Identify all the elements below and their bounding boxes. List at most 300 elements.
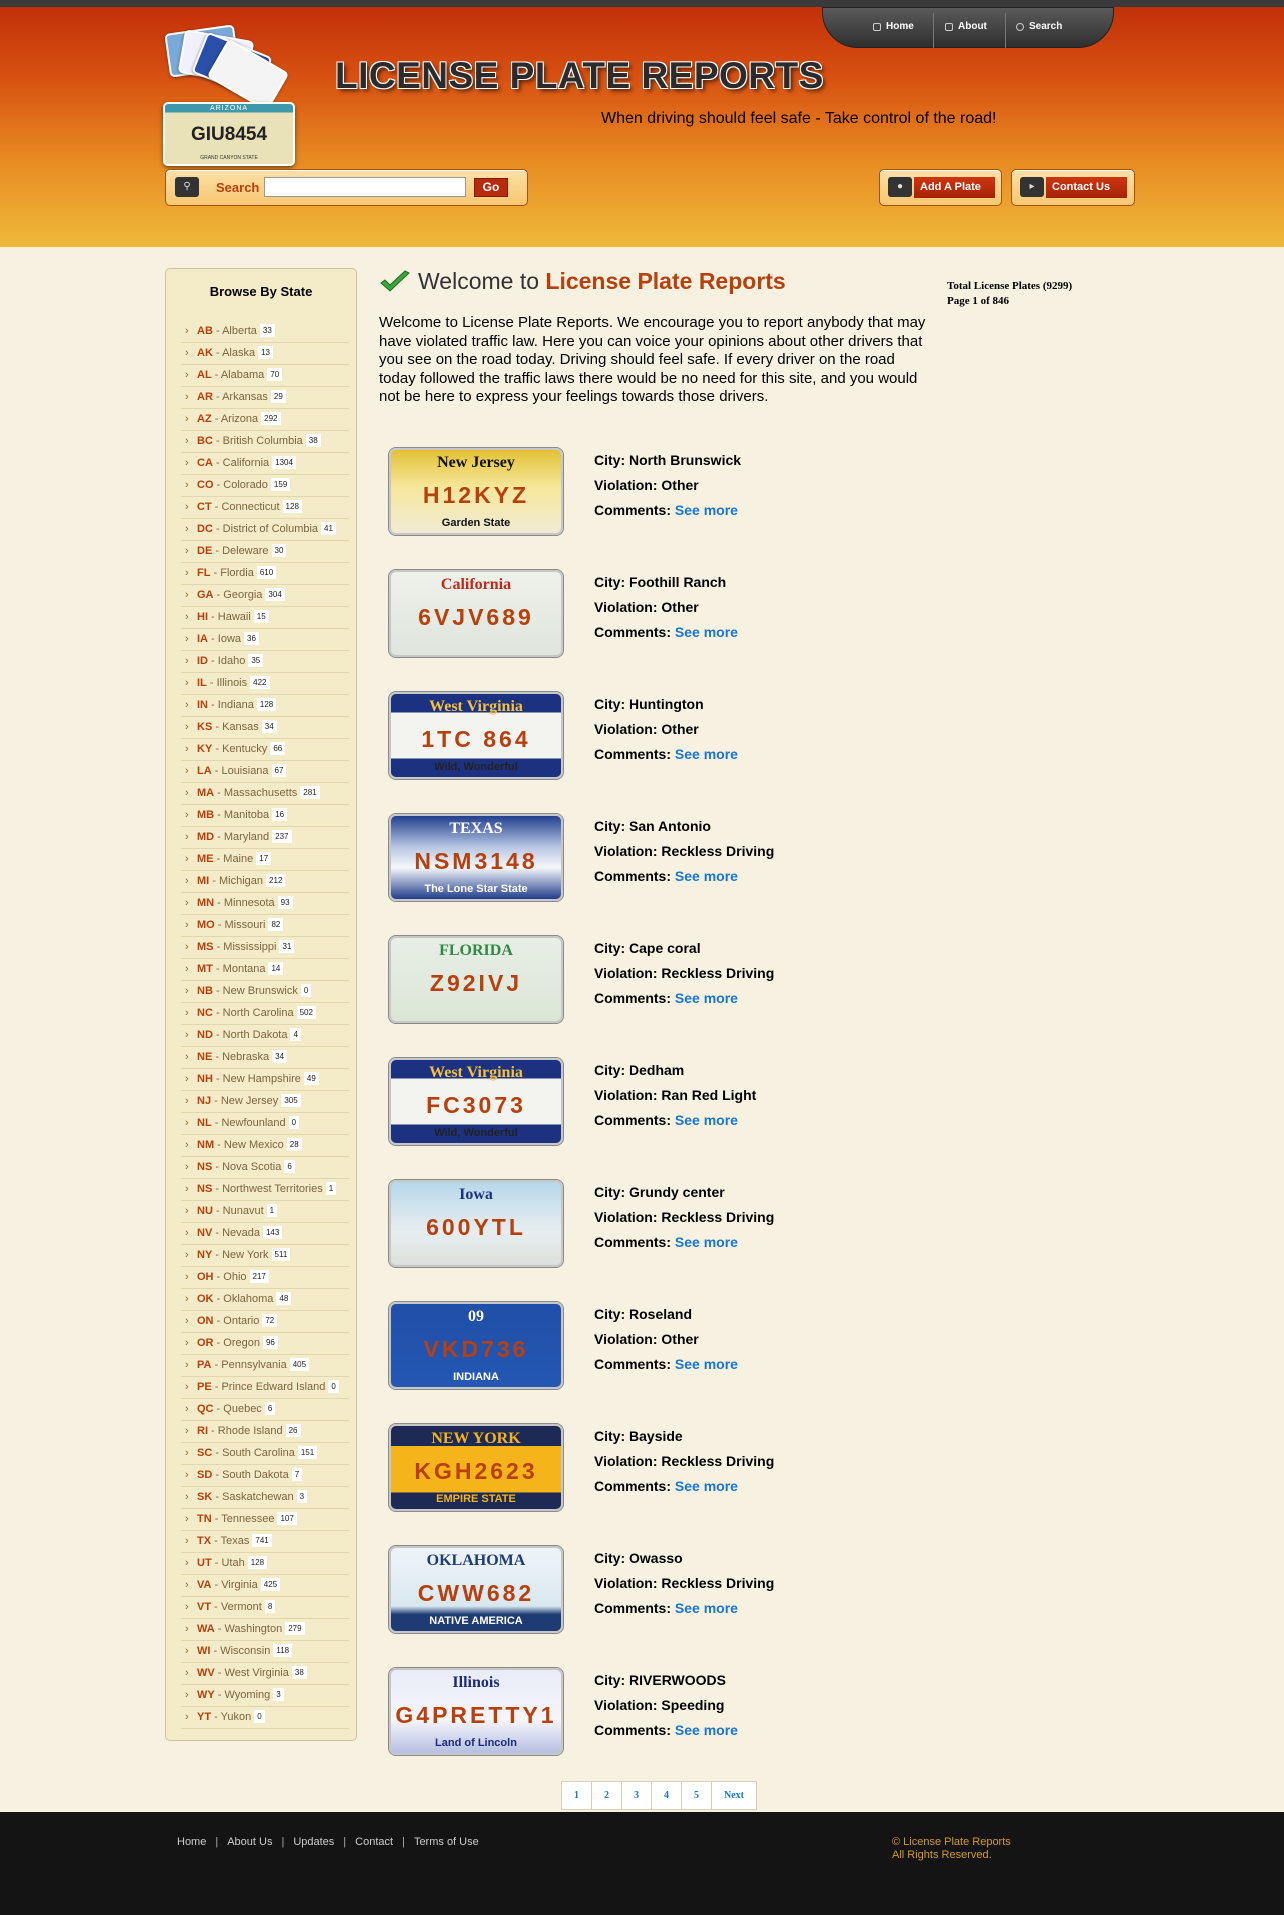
state-name: - Maine	[213, 853, 254, 865]
page-link[interactable]: 5	[682, 1782, 712, 1809]
page-link[interactable]: 4	[652, 1782, 682, 1809]
state-item[interactable]	[181, 1113, 349, 1135]
state-item[interactable]	[181, 1685, 349, 1707]
add-plate-button[interactable]: Add A Plate	[914, 177, 995, 198]
state-abbr: MN	[197, 897, 215, 909]
plate-image[interactable]	[389, 1424, 563, 1511]
report-entry	[389, 570, 949, 660]
see-more-link[interactable]: See more	[674, 1722, 738, 1738]
plate-number: 1TC 864	[421, 726, 531, 752]
state-name: - Nova Scotia	[212, 1161, 282, 1173]
see-more-link[interactable]: See more	[674, 990, 738, 1006]
plate-motto: The Lone Star State	[424, 883, 528, 895]
state-item[interactable]	[181, 1597, 349, 1619]
state-abbr: NS	[197, 1183, 213, 1195]
state-item[interactable]	[181, 1289, 349, 1311]
state-item[interactable]	[181, 607, 349, 629]
plate-number: G4PRETTY1	[395, 1702, 557, 1728]
plate-motto: Wild, Wonderful	[434, 1127, 518, 1139]
state-item[interactable]	[181, 673, 349, 695]
state-count-badge: 292	[261, 412, 280, 425]
state-name: - Flordia	[210, 567, 254, 579]
state-abbr: MO	[197, 919, 215, 931]
state-abbr: KS	[197, 721, 213, 733]
state-abbr: PA	[197, 1359, 212, 1371]
welcome-prefix: Welcome to	[418, 268, 540, 294]
state-item[interactable]	[181, 1223, 349, 1245]
state-item[interactable]	[181, 1003, 349, 1025]
state-abbr: MB	[197, 809, 215, 821]
plate-image[interactable]	[389, 570, 563, 657]
state-count-badge: 741	[252, 1534, 271, 1547]
footer-link[interactable]: Home	[177, 1836, 207, 1848]
state-count-badge: 1304	[272, 456, 296, 469]
state-item[interactable]	[181, 761, 349, 783]
state-item[interactable]	[181, 1575, 349, 1597]
see-more-link[interactable]: See more	[674, 746, 738, 762]
plate-image[interactable]	[389, 1668, 563, 1755]
state-item[interactable]	[181, 1509, 349, 1531]
state-item[interactable]	[181, 1641, 349, 1663]
state-count-badge: 82	[268, 918, 283, 931]
see-more-link[interactable]: See more	[674, 1112, 738, 1128]
state-abbr: NV	[197, 1227, 213, 1239]
report-info	[594, 1180, 774, 1255]
state-count-badge: 0	[328, 1380, 338, 1393]
report-entry	[389, 814, 949, 904]
plate-state-label: Iowa	[459, 1186, 493, 1203]
state-item[interactable]	[181, 783, 349, 805]
footer-separator: |	[281, 1836, 285, 1848]
state-item[interactable]	[181, 871, 349, 893]
state-item[interactable]	[181, 651, 349, 673]
report-violation: Violation: Other	[594, 477, 699, 493]
footer-link[interactable]: About Us	[227, 1836, 273, 1848]
state-item[interactable]	[181, 1091, 349, 1113]
state-count-badge: 6	[284, 1160, 294, 1173]
state-abbr: ND	[197, 1029, 213, 1041]
logo-plate-state: ARIZONA	[209, 105, 249, 112]
plate-number: CWW682	[417, 1580, 535, 1606]
state-item[interactable]	[181, 1707, 349, 1729]
state-count-badge: 107	[277, 1512, 296, 1525]
state-count-badge: 425	[261, 1578, 280, 1591]
state-item[interactable]	[181, 1245, 349, 1267]
state-abbr: SC	[197, 1447, 213, 1459]
state-item[interactable]	[181, 981, 349, 1003]
state-item[interactable]	[181, 1421, 349, 1443]
state-item[interactable]	[181, 1553, 349, 1575]
state-abbr: ID	[197, 655, 208, 667]
state-item[interactable]	[181, 387, 349, 409]
state-abbr: QC	[197, 1403, 214, 1415]
plate-image[interactable]	[389, 448, 563, 535]
state-name: - California	[212, 457, 270, 469]
nav-about[interactable]	[945, 21, 987, 32]
state-item[interactable]	[181, 519, 349, 541]
state-item[interactable]	[181, 563, 349, 585]
state-count-badge: 31	[279, 940, 294, 953]
state-count-badge: 34	[272, 1050, 287, 1063]
state-abbr: FL	[197, 567, 211, 579]
state-item[interactable]	[181, 849, 349, 871]
report-violation: Violation: Other	[594, 599, 699, 615]
state-item[interactable]	[181, 1443, 349, 1465]
state-item[interactable]	[181, 739, 349, 761]
state-item[interactable]	[181, 893, 349, 915]
search-go-button[interactable]: Go	[474, 178, 508, 197]
state-item[interactable]	[181, 1267, 349, 1289]
welcome-brand: License Plate Reports	[545, 268, 786, 294]
footer-separator: |	[215, 1836, 219, 1848]
state-count-badge: 16	[272, 808, 287, 821]
plate-state-label: West Virginia	[429, 1064, 523, 1081]
state-abbr: VT	[197, 1601, 212, 1613]
state-name: - Kentucky	[212, 743, 268, 755]
see-more-link[interactable]: See more	[674, 1600, 738, 1616]
state-count-badge: 511	[272, 1248, 291, 1261]
plate-image[interactable]	[389, 814, 563, 901]
plate-motto: NATIVE AMERICA	[429, 1615, 523, 1627]
state-item[interactable]	[181, 805, 349, 827]
plate-image[interactable]	[389, 936, 563, 1023]
state-abbr: NH	[197, 1073, 213, 1085]
state-item[interactable]	[181, 475, 349, 497]
state-item[interactable]	[181, 1399, 349, 1421]
report-entry	[389, 692, 949, 782]
see-more-link[interactable]: See more	[674, 868, 738, 884]
state-item[interactable]	[181, 365, 349, 387]
state-name: - Arizona	[211, 413, 259, 425]
plate-image[interactable]	[389, 1546, 563, 1633]
state-abbr: MI	[197, 875, 210, 887]
state-name: - Massachusetts	[214, 787, 298, 799]
state-count-badge: 217	[250, 1270, 269, 1283]
state-abbr: BC	[197, 435, 213, 447]
state-abbr: KY	[197, 743, 213, 755]
see-more-link[interactable]: See more	[674, 502, 738, 518]
nav-search-label: Search	[1029, 21, 1063, 32]
state-count-badge: 26	[286, 1424, 301, 1437]
state-item[interactable]	[181, 1311, 349, 1333]
state-count-badge: 38	[306, 434, 321, 447]
user-icon	[945, 23, 953, 31]
state-abbr: WI	[197, 1645, 211, 1657]
report-comments: Comments: See more	[594, 1478, 738, 1494]
state-item[interactable]	[181, 321, 349, 343]
state-item[interactable]	[181, 1179, 349, 1201]
state-abbr: TN	[197, 1513, 212, 1525]
state-item[interactable]	[181, 453, 349, 475]
state-count-badge: 48	[276, 1292, 291, 1305]
state-abbr: PE	[197, 1381, 212, 1393]
state-name: - Oregon	[213, 1337, 260, 1349]
state-count-badge: 66	[270, 742, 285, 755]
state-item[interactable]	[181, 827, 349, 849]
plate-state-label: 09	[468, 1308, 484, 1325]
state-name: - British Columbia	[212, 435, 303, 447]
plate-number: KGH2623	[414, 1458, 538, 1484]
state-count-badge: 212	[266, 874, 285, 887]
state-name: - Virginia	[211, 1579, 258, 1591]
see-more-link[interactable]: See more	[674, 624, 738, 640]
plate-image[interactable]	[389, 1180, 563, 1267]
state-abbr: AK	[197, 347, 213, 359]
report-entry	[389, 1180, 949, 1270]
page-link[interactable]: 2	[592, 1782, 622, 1809]
state-count-badge: 34	[262, 720, 277, 733]
state-count-badge: 3	[297, 1490, 307, 1503]
state-name: - Colorado	[213, 479, 268, 491]
plate-number: 600YTL	[426, 1214, 526, 1240]
footer-link[interactable]: Terms of Use	[413, 1836, 479, 1848]
state-count-badge: 279	[285, 1622, 304, 1635]
state-name: - Northwest Territories	[212, 1183, 323, 1195]
state-name: - Texas	[211, 1535, 250, 1547]
state-name: - Saskatchewan	[212, 1491, 294, 1503]
state-name: - New Jersey	[211, 1095, 279, 1107]
report-info	[594, 1302, 738, 1377]
site-logo[interactable]	[163, 27, 295, 167]
state-count-badge: 15	[254, 610, 269, 623]
state-item[interactable]	[181, 1377, 349, 1399]
state-abbr: WY	[197, 1689, 215, 1701]
state-count-badge: 422	[250, 676, 269, 689]
state-count-badge: 128	[248, 1556, 267, 1569]
plate-motto: Wild, Wonderful	[434, 761, 518, 773]
state-item[interactable]	[181, 1465, 349, 1487]
report-entry	[389, 1058, 949, 1148]
report-info	[594, 936, 774, 1011]
plate-image[interactable]	[389, 692, 563, 779]
plate-motto: INDIANA	[453, 1371, 499, 1383]
footer-link[interactable]: Contact	[355, 1836, 394, 1848]
nav-home[interactable]	[873, 21, 914, 32]
report-violation: Violation: Reckless Driving	[594, 843, 775, 859]
state-name: - Pennsylvania	[211, 1359, 287, 1371]
nav-divider	[1005, 13, 1006, 48]
contact-us-button[interactable]: Contact Us	[1046, 177, 1127, 198]
state-item[interactable]	[181, 1025, 349, 1047]
state-abbr: AL	[197, 369, 212, 381]
state-abbr: NL	[197, 1117, 212, 1129]
plate-image[interactable]	[389, 1058, 563, 1145]
state-item[interactable]	[181, 1333, 349, 1355]
report-info	[594, 448, 741, 523]
state-item[interactable]	[181, 1619, 349, 1641]
see-more-link[interactable]: See more	[674, 1356, 738, 1372]
state-item[interactable]	[181, 585, 349, 607]
report-violation: Violation: Speeding	[594, 1697, 725, 1713]
state-abbr: AZ	[197, 413, 212, 425]
state-count-badge: 281	[300, 786, 319, 799]
state-abbr: SD	[197, 1469, 213, 1481]
state-name: - Nebraska	[212, 1051, 270, 1063]
state-name: - Prince Edward Island	[211, 1381, 326, 1393]
state-item[interactable]	[181, 695, 349, 717]
footer-link[interactable]: Updates	[293, 1836, 335, 1848]
state-count-badge: 72	[262, 1314, 277, 1327]
state-name: - Michigan	[209, 875, 264, 887]
intro-text: Welcome to License Plate Reports. We encourage you to report anybody that may have violated traffic law. Here you can voice your opinions about other drivers that you see on the road today. Driving should feel safe. If every driver on the road today followed the traffic laws there would be no need for this site, and you would not be here to express your feelings towards those drivers.	[379, 314, 926, 405]
search-input[interactable]	[264, 177, 466, 197]
state-name: - South Carolina	[212, 1447, 295, 1459]
report-entry	[389, 1668, 949, 1758]
logo-plate-motto: GRAND CANYON STATE	[200, 155, 258, 161]
welcome-heading	[418, 268, 786, 295]
state-abbr: WV	[197, 1667, 215, 1679]
report-info	[594, 1058, 756, 1133]
state-count-badge: 237	[272, 830, 291, 843]
report-violation: Violation: Reckless Driving	[594, 1453, 775, 1469]
report-city: City: Huntington	[594, 696, 704, 712]
state-count-badge: 35	[248, 654, 263, 667]
state-name: - Vermont	[211, 1601, 262, 1613]
nav-search[interactable]	[1016, 21, 1062, 32]
report-city: City: San Antonio	[594, 818, 711, 834]
state-item[interactable]	[181, 1157, 349, 1179]
state-item[interactable]	[181, 1663, 349, 1685]
state-count-badge: 8	[265, 1600, 275, 1613]
top-strip	[0, 0, 1284, 7]
page-link[interactable]: 3	[622, 1782, 652, 1809]
report-comments: Comments: See more	[594, 990, 738, 1006]
state-abbr: IN	[197, 699, 208, 711]
report-entry	[389, 1546, 949, 1636]
state-count-badge: 49	[304, 1072, 319, 1085]
plate-state-label: Illinois	[452, 1674, 500, 1691]
report-city: City: Bayside	[594, 1428, 683, 1444]
page-link[interactable]: 1	[562, 1782, 592, 1809]
state-item[interactable]	[181, 431, 349, 453]
report-info	[594, 814, 774, 889]
report-violation: Violation: Other	[594, 1331, 699, 1347]
report-comments: Comments: See more	[594, 1356, 738, 1372]
state-name: - Louisiana	[211, 765, 269, 777]
see-more-link[interactable]: See more	[674, 1234, 738, 1250]
state-abbr: NB	[197, 985, 213, 997]
state-abbr: OR	[197, 1337, 214, 1349]
state-name: - District of Columbia	[212, 523, 319, 535]
state-abbr: NM	[197, 1139, 215, 1151]
state-abbr: NS	[197, 1161, 213, 1173]
plate-state-label: NEW YORK	[431, 1430, 521, 1447]
state-name: - North Carolina	[212, 1007, 294, 1019]
report-info	[594, 1424, 774, 1499]
state-abbr: OH	[197, 1271, 214, 1283]
state-count-badge: 1	[326, 1182, 336, 1195]
report-comments: Comments: See more	[594, 1234, 738, 1250]
state-count-badge: 128	[283, 500, 302, 513]
state-name: - Wisconsin	[210, 1645, 271, 1657]
state-count-badge: 67	[272, 764, 287, 777]
state-count-badge: 93	[278, 896, 293, 909]
state-count-badge: 143	[263, 1226, 282, 1239]
state-count-badge: 33	[260, 324, 275, 337]
state-abbr: NY	[197, 1249, 213, 1261]
state-abbr: AR	[197, 391, 213, 403]
report-city: City: Dedham	[594, 1062, 685, 1078]
state-count-badge: 17	[256, 852, 271, 865]
plate-state-label: West Virginia	[429, 698, 523, 715]
state-name: - Minnesota	[214, 897, 275, 909]
state-name: - New Mexico	[214, 1139, 284, 1151]
state-item[interactable]	[181, 1069, 349, 1091]
state-abbr: IA	[197, 633, 208, 645]
state-count-badge: 305	[281, 1094, 300, 1107]
nav-about-label: About	[958, 21, 987, 32]
state-item[interactable]	[181, 1047, 349, 1069]
state-name: - Illinois	[206, 677, 248, 689]
state-name: - Iowa	[208, 633, 242, 645]
state-item[interactable]	[181, 717, 349, 739]
state-count-badge: 128	[257, 698, 276, 711]
state-name: - Yukon	[211, 1711, 252, 1723]
state-item[interactable]	[181, 409, 349, 431]
state-name: - Deleware	[212, 545, 269, 557]
state-name: - Ohio	[213, 1271, 247, 1283]
state-item[interactable]	[181, 937, 349, 959]
state-item[interactable]	[181, 629, 349, 651]
report-entry	[389, 1424, 949, 1514]
state-item[interactable]	[181, 915, 349, 937]
see-more-link[interactable]: See more	[674, 1478, 738, 1494]
site-title: LICENSE PLATE REPORTS	[335, 55, 824, 96]
footer	[0, 1812, 1284, 1915]
report-comments: Comments: See more	[594, 868, 738, 884]
state-abbr: WA	[197, 1623, 215, 1635]
state-item[interactable]	[181, 1355, 349, 1377]
state-item[interactable]	[181, 343, 349, 365]
next-page-link[interactable]: Next	[724, 1790, 744, 1801]
state-count-badge: 1	[267, 1204, 277, 1217]
state-item[interactable]	[181, 959, 349, 981]
rights-text: All Rights Reserved.	[892, 1849, 992, 1861]
state-count-badge: 610	[257, 566, 276, 579]
state-item[interactable]	[181, 1487, 349, 1509]
plate-image[interactable]	[389, 1302, 563, 1389]
report-comments: Comments: See more	[594, 1112, 738, 1128]
plate-number: FC3073	[426, 1092, 526, 1118]
state-name: - Washington	[214, 1623, 283, 1635]
state-name: - New Hampshire	[212, 1073, 301, 1085]
state-abbr: MS	[197, 941, 214, 953]
state-name: - Nevada	[212, 1227, 260, 1239]
report-comments: Comments: See more	[594, 502, 738, 518]
report-info	[594, 570, 738, 645]
state-abbr: GA	[197, 589, 214, 601]
state-item[interactable]	[181, 1135, 349, 1157]
state-name: - Georgia	[213, 589, 263, 601]
state-abbr: SK	[197, 1491, 213, 1503]
state-item[interactable]	[181, 541, 349, 563]
state-abbr: CA	[197, 457, 213, 469]
logo-plate	[163, 102, 295, 166]
state-count-badge: 13	[258, 346, 273, 359]
state-item[interactable]	[181, 1201, 349, 1223]
plate-state-label: New Jersey	[437, 454, 515, 471]
browse-by-state-sidebar	[165, 268, 357, 1741]
report-comments: Comments: See more	[594, 746, 738, 762]
state-item[interactable]	[181, 497, 349, 519]
state-item[interactable]	[181, 1531, 349, 1553]
state-name: - Newfounland	[211, 1117, 286, 1129]
state-count-badge: 41	[321, 522, 336, 535]
state-abbr: DE	[197, 545, 213, 557]
footer-separator: |	[402, 1836, 405, 1848]
nav-divider	[933, 13, 934, 48]
state-abbr: IL	[197, 677, 207, 689]
